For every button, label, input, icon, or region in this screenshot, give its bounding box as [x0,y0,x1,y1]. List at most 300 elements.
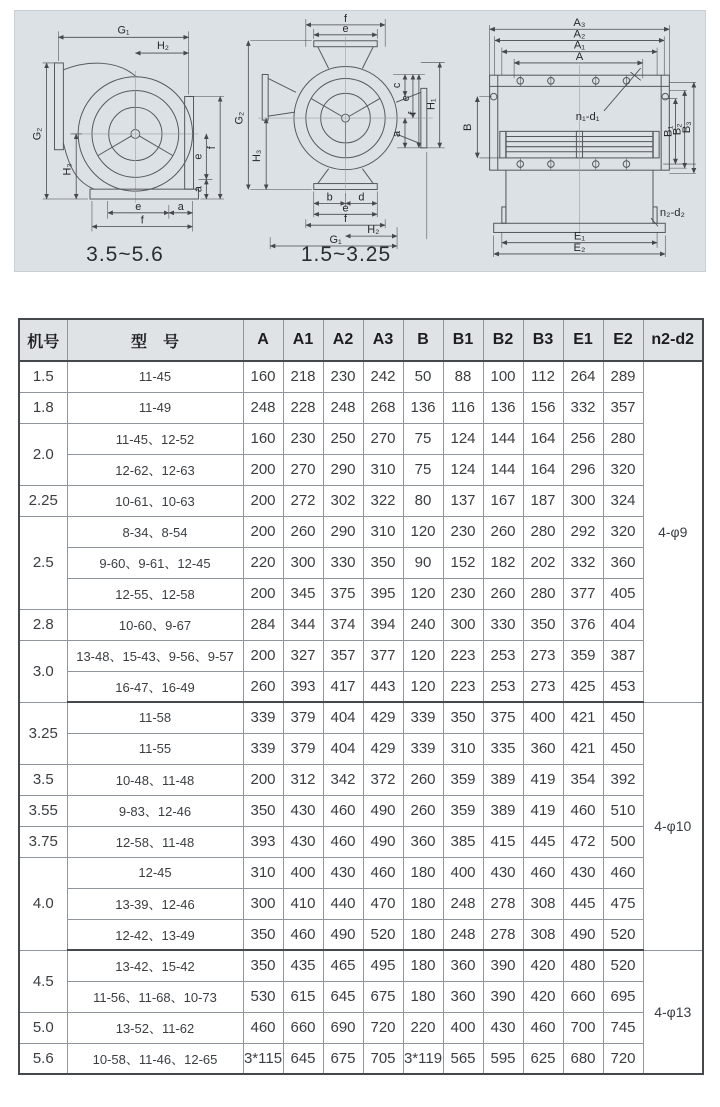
cell-value: 240 [403,609,443,640]
cell-value: 645 [283,1043,323,1074]
cell-value: 404 [603,609,643,640]
table-row [19,857,703,888]
cell-value: 450 [603,733,643,764]
cell-value: 695 [603,981,643,1012]
cell-value: 300 [563,485,603,516]
cell-value: 144 [483,454,523,485]
cell-value: 116 [443,392,483,423]
cell-value: 182 [483,547,523,578]
cell-machine-size: 3.75 [19,826,67,857]
cell-value: 200 [243,485,283,516]
cell-value: 375 [323,578,363,609]
cell-value: 660 [563,981,603,1012]
cell-value: 253 [483,640,523,671]
cell-value: 180 [403,919,443,950]
cell-value: 124 [443,423,483,454]
cell-value: 50 [403,361,443,392]
cell-value: 228 [283,392,323,423]
dim-label-e-bottom: e [342,202,349,215]
cell-value: 387 [603,640,643,671]
column-header: B2 [483,319,523,361]
dim-label-a1: A₁ [573,39,586,52]
table-row [19,671,703,702]
column-header: A [243,319,283,361]
cell-value: 385 [443,826,483,857]
cell-value: 379 [283,702,323,733]
cell-value: 120 [403,516,443,547]
cell-value: 460 [323,795,363,826]
cell-value: 260 [403,795,443,826]
cell-value: 290 [323,516,363,547]
cell-value: 230 [323,361,363,392]
cell-model: 11-55 [67,733,243,764]
cell-value: 120 [403,671,443,702]
cell-model: 10-58、11-46、12-65 [67,1043,243,1074]
dim-label-b: B [462,123,475,132]
cell-value: 187 [523,485,563,516]
dim-label-d: d [358,191,365,204]
cell-value: 430 [483,1012,523,1043]
dimension-table [18,318,704,1075]
cell-value: 260 [483,516,523,547]
cell-value: 700 [563,1012,603,1043]
cell-value: 310 [243,857,283,888]
cell-value: 625 [523,1043,563,1074]
cell-value: 360 [443,981,483,1012]
dim-label-g1: G₁ [117,24,130,37]
cell-value: 320 [603,516,643,547]
cell-machine-size: 3.5 [19,764,67,795]
cell-value: 350 [243,919,283,950]
cell-machine-size: 2.8 [19,609,67,640]
dim-label-e2: E₂ [573,241,586,254]
column-header: B [403,319,443,361]
cell-value: 490 [563,919,603,950]
cell-value: 405 [603,578,643,609]
column-header: E2 [603,319,643,361]
cell-model: 13-42、15-42 [67,950,243,981]
dim-label-f-bottom: f [343,213,348,226]
cell-value: 310 [363,454,403,485]
cell-value: 180 [403,981,443,1012]
table-body [19,361,703,1074]
table-row [19,950,703,981]
cell-value: 357 [323,640,363,671]
cell-value: 339 [243,733,283,764]
cell-value: 430 [483,857,523,888]
fan-side-view-dimensions [32,24,224,231]
cell-value: 745 [603,1012,643,1043]
cell-model: 10-61、10-63 [67,485,243,516]
cell-value: 393 [283,671,323,702]
cell-value: 260 [283,516,323,547]
cell-value: 430 [323,857,363,888]
column-header: n2-d2 [643,319,703,361]
cell-value: 445 [523,826,563,857]
cell-value: 420 [523,981,563,1012]
cell-value: 344 [283,609,323,640]
cell-value: 270 [363,423,403,454]
column-header: A1 [283,319,323,361]
cell-value: 389 [483,795,523,826]
cell-machine-size: 4.5 [19,950,67,1012]
cell-model: 8-34、8-54 [67,516,243,547]
column-header: B3 [523,319,563,361]
dim-label-c: c [391,82,404,89]
cell-value: 360 [443,950,483,981]
cell-value: 223 [443,640,483,671]
cell-value: 520 [603,919,643,950]
cell-value: 332 [563,392,603,423]
table-row [19,733,703,764]
fan-front-view-geometry [258,37,433,196]
cell-value: 310 [363,516,403,547]
cell-value: 200 [243,454,283,485]
cell-value: 443 [363,671,403,702]
cell-model: 10-48、11-48 [67,764,243,795]
cell-machine-size: 3.25 [19,702,67,764]
cell-value: 390 [483,981,523,1012]
cell-bolt-holes: 4-φ9 [643,361,703,702]
cell-value: 335 [483,733,523,764]
table-row [19,609,703,640]
cell-value: 310 [443,733,483,764]
cell-value: 720 [363,1012,403,1043]
cell-model: 11-49 [67,392,243,423]
cell-value: 3*119 [403,1043,443,1074]
cell-value: 250 [323,423,363,454]
cell-model: 11-45 [67,361,243,392]
table-row [19,826,703,857]
table-head-row [19,319,703,361]
cell-value: 445 [563,888,603,919]
cell-value: 260 [243,671,283,702]
cell-value: 375 [483,702,523,733]
cell-model: 9-60、9-61、12-45 [67,547,243,578]
cell-value: 339 [403,733,443,764]
cell-value: 273 [523,640,563,671]
cell-value: 330 [483,609,523,640]
cell-value: 296 [563,454,603,485]
cell-value: 460 [283,919,323,950]
cell-value: 120 [403,578,443,609]
cell-value: 460 [363,857,403,888]
dim-label-a-right: a [192,186,205,193]
dim-label-f-right: f [206,146,219,150]
cell-value: 400 [523,702,563,733]
cell-value: 308 [523,919,563,950]
dim-label-e-bottom: e [135,200,142,213]
cell-value: 327 [283,640,323,671]
table-row [19,1043,703,1074]
cell-value: 120 [403,640,443,671]
fan-side-view-diagram [19,13,231,246]
table-row [19,919,703,950]
cell-value: 300 [443,609,483,640]
cell-model: 12-45 [67,857,243,888]
dim-label-h2: H₂ [156,40,169,53]
dim-label-a2: A₂ [573,28,586,41]
cell-value: 374 [323,609,363,640]
cell-value: 164 [523,423,563,454]
column-header: 型 号 [67,319,243,361]
cell-value: 360 [403,826,443,857]
cell-value: 330 [323,547,363,578]
cell-machine-size: 3.0 [19,640,67,702]
dim-label-g1: G₁ [329,234,342,247]
cell-value: 460 [523,857,563,888]
cell-value: 520 [603,950,643,981]
cell-value: 390 [483,950,523,981]
dim-label-e1: E₁ [573,230,586,243]
cell-value: 420 [523,950,563,981]
dim-label-b2: B₂ [671,123,684,136]
cell-value: 376 [563,609,603,640]
cell-value: 270 [283,454,323,485]
cell-value: 200 [243,764,283,795]
cell-value: 530 [243,981,283,1012]
table-row [19,516,703,547]
cell-value: 88 [443,361,483,392]
cell-value: 350 [243,950,283,981]
cell-model: 11-58 [67,702,243,733]
table-row [19,981,703,1012]
cell-value: 280 [523,516,563,547]
cell-value: 490 [363,795,403,826]
cell-value: 248 [443,888,483,919]
cell-value: 136 [403,392,443,423]
cell-value: 360 [603,547,643,578]
dim-label-h3: H₃ [251,149,264,162]
cell-value: 379 [283,733,323,764]
cell-value: 264 [563,361,603,392]
cell-value: 460 [243,1012,283,1043]
cell-value: 300 [243,888,283,919]
cell-value: 490 [323,919,363,950]
cell-value: 429 [363,702,403,733]
cell-value: 430 [283,826,323,857]
cell-value: 350 [243,795,283,826]
cell-value: 359 [443,764,483,795]
mounting-frame-diagram [461,13,701,263]
cell-value: 372 [363,764,403,795]
dim-label-h1: H₁ [425,98,438,111]
cell-value: 400 [283,857,323,888]
cell-model: 11-45、12-52 [67,423,243,454]
cell-value: 167 [483,485,523,516]
dim-label-h3: H₃ [61,163,74,176]
cell-value: 615 [283,981,323,1012]
fan-front-view-dimensions [233,13,444,249]
cell-value: 354 [563,764,603,795]
cell-value: 256 [563,423,603,454]
cell-value: 339 [243,702,283,733]
cell-value: 475 [603,888,643,919]
cell-value: 705 [363,1043,403,1074]
cell-value: 160 [243,423,283,454]
cell-machine-size: 5.0 [19,1012,67,1043]
cell-value: 417 [323,671,363,702]
cell-value: 248 [443,919,483,950]
cell-value: 359 [563,640,603,671]
table-row [19,795,703,826]
column-header: 机号 [19,319,67,361]
cell-model: 13-39、12-46 [67,888,243,919]
cell-value: 357 [603,392,643,423]
cell-machine-size: 3.55 [19,795,67,826]
cell-value: 300 [283,547,323,578]
cell-value: 389 [483,764,523,795]
cell-value: 430 [283,795,323,826]
cell-value: 230 [283,423,323,454]
cell-value: 404 [323,702,363,733]
dim-label-n1d1: n₁-d₁ [575,111,600,124]
cell-value: 425 [563,671,603,702]
table-row [19,454,703,485]
cell-value: 280 [523,578,563,609]
cell-value: 324 [603,485,643,516]
cell-value: 453 [603,671,643,702]
cell-value: 645 [323,981,363,1012]
cell-value: 223 [443,671,483,702]
cell-model: 13-48、15-43、9-56、9-57 [67,640,243,671]
dim-label-a-bottom: a [177,200,184,213]
cell-value: 565 [443,1043,483,1074]
table-row [19,1012,703,1043]
cell-value: 332 [563,547,603,578]
cell-value: 400 [443,857,483,888]
cell-value: 404 [323,733,363,764]
cell-value: 200 [243,578,283,609]
cell-value: 308 [523,888,563,919]
cell-value: 595 [483,1043,523,1074]
cell-value: 510 [603,795,643,826]
table-row [19,640,703,671]
cell-value: 253 [483,671,523,702]
fan-side-view-block [19,13,231,269]
dim-label-a: A [575,50,584,63]
cell-value: 75 [403,423,443,454]
table-row [19,764,703,795]
cell-value: 220 [403,1012,443,1043]
cell-value: 410 [283,888,323,919]
cell-value: 675 [323,1043,363,1074]
cell-value: 720 [603,1043,643,1074]
dim-label-e-top: e [342,22,349,35]
cell-model: 10-60、9-67 [67,609,243,640]
cell-value: 248 [243,392,283,423]
cell-value: 460 [603,857,643,888]
cell-value: 465 [323,950,363,981]
cell-value: 350 [523,609,563,640]
cell-machine-size: 5.6 [19,1043,67,1074]
cell-value: 180 [403,888,443,919]
cell-value: 90 [403,547,443,578]
cell-value: 490 [363,826,403,857]
cell-model: 12-62、12-63 [67,454,243,485]
cell-model: 12-42、13-49 [67,919,243,950]
cell-value: 200 [243,516,283,547]
cell-value: 460 [563,795,603,826]
cell-value: 260 [483,578,523,609]
cell-value: 495 [363,950,403,981]
cell-value: 160 [243,361,283,392]
cell-value: 360 [523,733,563,764]
cell-value: 359 [443,795,483,826]
cell-value: 480 [563,950,603,981]
dim-label-b: b [326,191,333,204]
dim-label-f-bottom: f [140,214,144,227]
cell-value: 470 [363,888,403,919]
cell-value: 124 [443,454,483,485]
dim-label-b3: B₃ [680,121,693,134]
cell-value: 80 [403,485,443,516]
cell-value: 345 [283,578,323,609]
cell-value: 377 [363,640,403,671]
fan-front-view-block [232,13,460,269]
caption-size-range-middle: 1.5~3.25 [300,243,392,266]
cell-value: 400 [443,1012,483,1043]
dim-label-g2: G₂ [31,127,44,141]
cell-machine-size: 2.5 [19,516,67,609]
table-row [19,423,703,454]
dim-label-n2d2: n₂-d₂ [659,207,685,220]
cell-machine-size: 2.0 [19,423,67,485]
cell-value: 164 [523,454,563,485]
cell-value: 136 [483,392,523,423]
table-row [19,888,703,919]
cell-value: 200 [243,640,283,671]
cell-value: 320 [603,454,643,485]
cell-value: 278 [483,919,523,950]
cell-value: 220 [243,547,283,578]
cell-value: 415 [483,826,523,857]
cell-bolt-holes: 4-φ10 [643,702,703,950]
cell-value: 289 [603,361,643,392]
cell-value: 520 [363,919,403,950]
column-header: A2 [323,319,363,361]
cell-value: 75 [403,454,443,485]
cell-value: 322 [363,485,403,516]
cell-model: 11-56、11-68、10-73 [67,981,243,1012]
caption-size-range-left: 3.5~5.6 [86,243,164,266]
mounting-frame-block [461,13,701,269]
cell-value: 292 [563,516,603,547]
cell-value: 137 [443,485,483,516]
cell-value: 312 [283,764,323,795]
cell-value: 460 [323,826,363,857]
column-header: B1 [443,319,483,361]
dim-label-a3: A₃ [573,17,586,30]
cell-value: 152 [443,547,483,578]
cell-value: 339 [403,702,443,733]
dim-label-e-right: e [192,153,205,160]
cell-bolt-holes: 4-φ13 [643,950,703,1074]
dim-label-b1: B₁ [662,125,675,138]
cell-value: 218 [283,361,323,392]
column-header: E1 [563,319,603,361]
cell-value: 202 [523,547,563,578]
cell-value: 419 [523,764,563,795]
cell-value: 440 [323,888,363,919]
cell-model: 12-58、11-48 [67,826,243,857]
cell-value: 260 [403,764,443,795]
dim-label-f-top: f [343,13,348,25]
cell-machine-size: 1.8 [19,392,67,423]
cell-value: 421 [563,702,603,733]
cell-value: 144 [483,423,523,454]
dim-label-f-right: f [406,111,419,115]
